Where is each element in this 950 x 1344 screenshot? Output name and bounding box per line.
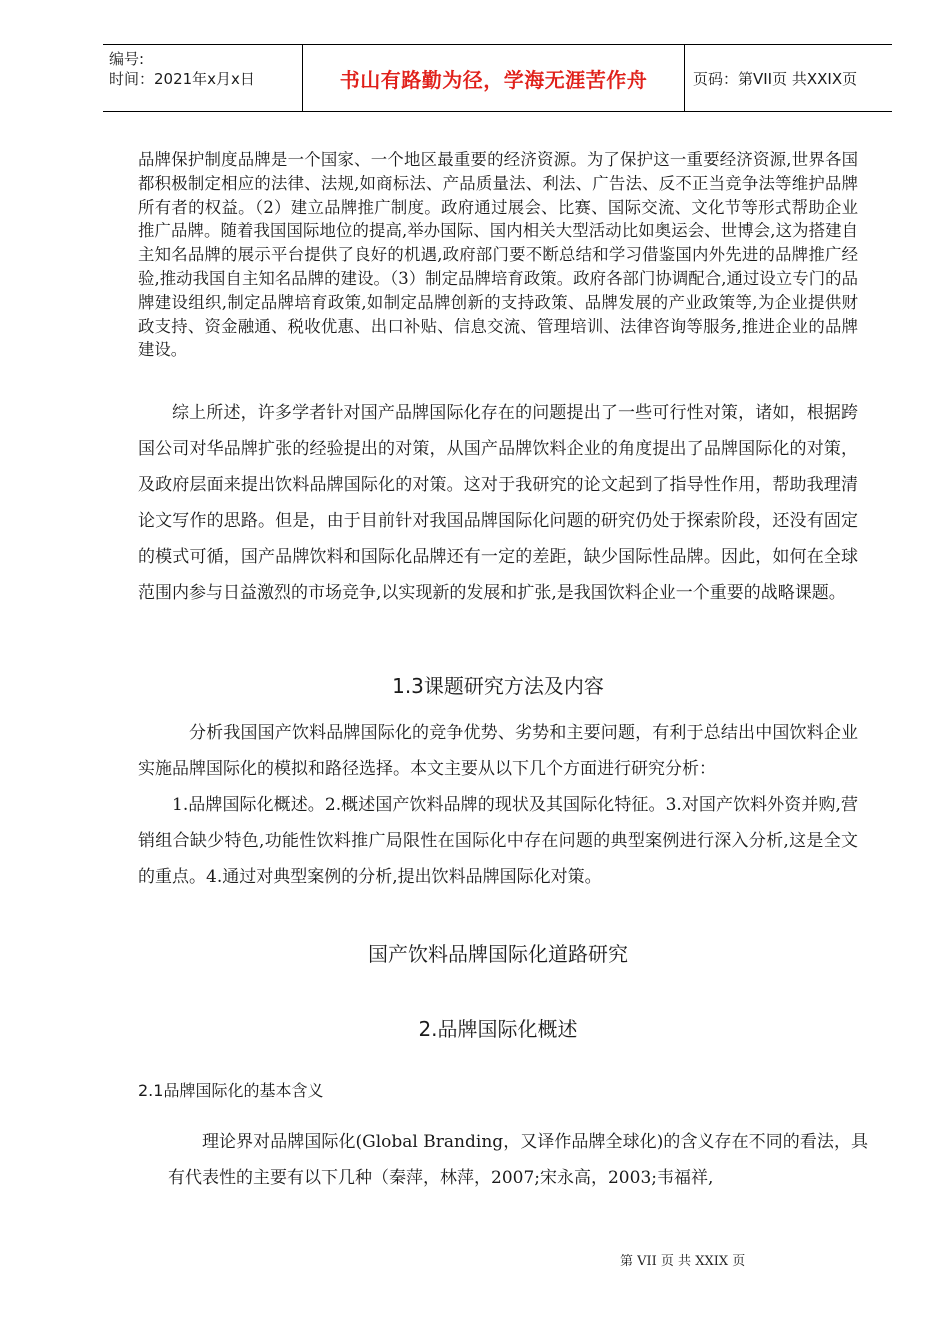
heading-1-3: 1.3课题研究方法及内容 (392, 674, 604, 698)
header-motto: 书山有路勤为径，学海无涯苦作舟 (303, 45, 685, 111)
header-page-info: 页码：第VII页 共XXIX页 (693, 69, 858, 88)
paragraph-summary (138, 395, 858, 611)
page-footer: 第 VII 页 共 XXIX 页 (620, 1254, 746, 1269)
paragraph-summary-text: 综上所述，许多学者针对国产品牌国际化存在的问题提出了一些可行性对策，诸如，根据跨国公司对华品牌扩张的经验提出的对策，从国产品牌饮料企业的角度提出了品牌国际化的对策，及政府层面来提出饮料品牌国际化的对策。这对于我研究的论文起到了指导性作用，帮助我理清论文写作的思路。但是，由于目前针对我国品牌国际化问题的研究仍处于探索阶段，还没有固定的模式可循，国产品牌饮料和国际化品牌还有一定的差距，缺少国际性品牌。因此，如何在全球范围内参与日益激烈的市场竞争,以实现新的发展和扩张,是我国饮料企业一个重要的战略课题。 (138, 403, 858, 603)
section-title: 国产饮料品牌国际化道路研究 (368, 942, 628, 966)
paragraph-brand-protection: 品牌保护制度品牌是一个国家、一个地区最重要的经济资源。为了保护这一重要经济资源,世界各国都积极制定相应的法律、法规,如商标法、产品质量法、利法、广告法、反不正当竞争法等维护品牌所有者的权益。（2）建立品牌推广制度。政府通过展会、比赛、国际交流、文化节等形式帮助企业推广品牌。随着我国国际地位的提高,举办国际、国内相关大型活动比如奥运会、世博会,这为搭建自主知名品牌的展示平台提供了良好的机遇,政府部门要不断总结和学习借鉴国内外先进的品牌推广经验,推动我国自主知名品牌的建设。（3）制定品牌培育政策。政府各部门协调配合,通过设立专门的品牌建设组织,制定品牌培育政策,如制定品牌创新的支持政策、品牌发展的产业政策等,为企业提供财政支持、资金融通、税收优惠、出口补贴、信息交流、管理培训、法律咨询等服务,推进企业的品牌建设。 (138, 150, 858, 360)
paragraph-methods (138, 715, 858, 895)
header-time-label: 时间：2021年x月x日 (109, 70, 255, 88)
paragraph-definition (168, 1124, 868, 1196)
heading-2: 2.品牌国际化概述 (418, 1017, 578, 1041)
header-meta (103, 45, 303, 111)
heading-2-1: 2.1品牌国际化的基本含义 (138, 1081, 324, 1100)
paragraph-definition-text: 理论界对品牌国际化(Global Branding，又译作品牌全球化)的含义存在不同的看法，具有代表性的主要有以下几种（秦萍，林萍，2007;宋永高，2003;韦福祥, (168, 1132, 868, 1188)
paragraph-methods-list: 1.品牌国际化概述。2.概述国产饮料品牌的现状及其国际化特征。3.对国产饮料外资并购,营销组合缺少特色,功能性饮料推广局限性在国际化中存在问题的典型案例进行深入分析,这是全文的重点。4.通过对典型案例的分析,提出饮料品牌国际化对策。 (138, 795, 858, 887)
page-header (103, 44, 892, 112)
header-number-label: 编号: (109, 50, 145, 68)
paragraph-methods-intro: 分析我国国产饮料品牌国际化的竞争优势、劣势和主要问题，有利于总结出中国饮料企业实施品牌国际化的模拟和路径选择。本文主要从以下几个方面进行研究分析： (138, 723, 858, 779)
